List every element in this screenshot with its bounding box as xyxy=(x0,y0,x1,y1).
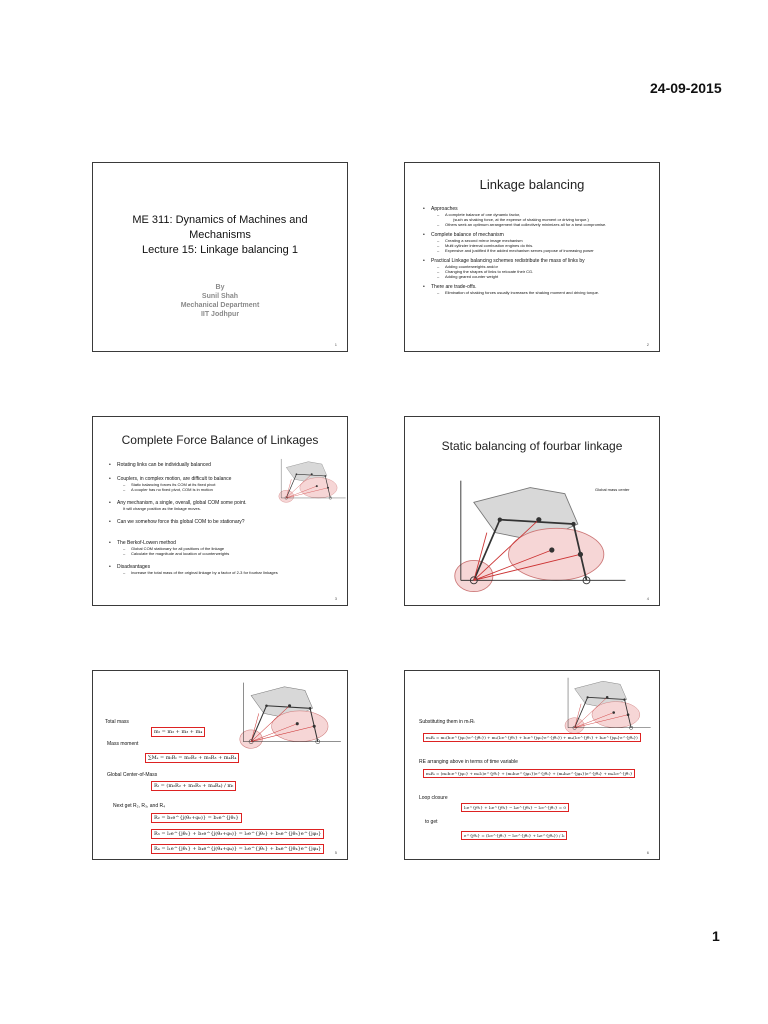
label-mass-moment: Mass moment xyxy=(107,741,139,747)
slide-number: 5 xyxy=(334,850,337,855)
equation-rearranged: mₜRₜ = (m₂b₂e^{jφ₂} + m₃l₂)e^{jθ₂} + (m₃b₃e^{jφ₃})e^{jθ₃} + (m₄b₄e^{jφ₄})e^{jθ₄} + m₄l₁e^{jθ₁} xyxy=(423,769,635,778)
slide-title xyxy=(92,162,348,352)
bullet-list-2: • The Berkof-Lowen method – Global COM stationary for all positions of the linkage – Calculate the magnitude and location of counterweights • Disadvantages – Increase the total mass of the original linkage by a factor of 2-3 for fourbar linkages xyxy=(109,535,339,575)
label-rearranging: RE arranging above in terms of time variable xyxy=(419,759,518,765)
slide-linkage-balancing xyxy=(404,162,660,352)
figure-label: Global mass center xyxy=(595,487,630,492)
equation-r4: R₄ = l₁e^{jθ₁} + b₄e^{j(θ₄+φ₄)} = l₁e^{jθ₁} + b₄e^{jθ₄}e^{jφ₄} xyxy=(151,844,324,854)
author-block: By Sunil Shah Mechanical Department IIT Jodhpur xyxy=(180,284,260,318)
slide-complete-force-balance xyxy=(92,416,348,606)
bullet-list: • Rotating links can be individually balanced • Couplers, in complex motion, are difficult to balance – Static balancing forces its COM at its fixed pivot – A coupler has no fixed pivot, COM is in motion • Any mechanism, a single, overall, global COM some point. It will change position as the linkage moves. • Can we somehow force this global COM to be stationary? xyxy=(109,457,289,525)
page-number: 1 xyxy=(712,928,720,944)
equation-theta3: e^{jθ₃} = (l₁e^{jθ₁} − l₂e^{jθ₂} + l₄e^{jθ₄}) / l₃ xyxy=(461,831,567,840)
slide-heading: Linkage balancing xyxy=(479,177,585,192)
equation-total-mass: mₜ = m₂ + m₃ + m₄ xyxy=(151,727,205,737)
label-total-mass: Total mass xyxy=(105,719,129,725)
slide-substitution xyxy=(404,670,660,860)
label-to-get: to get xyxy=(425,819,438,825)
fourbar-linkage-figure xyxy=(228,677,346,755)
equation-global-com: Rₜ = (m₂R₂ + m₃R₃ + m₄R₄) / mₜ xyxy=(151,781,236,791)
equation-r3: R₃ = l₂e^{jθ₂} + b₃e^{j(θ₃+φ₃)} = l₂e^{jθ₂} + b₃e^{jθ₃}e^{jφ₃} xyxy=(151,829,324,839)
label-next-get: Next get R₂, R₃, and R₄ xyxy=(113,803,166,809)
slide-number: 4 xyxy=(646,596,649,601)
slide-number: 1 xyxy=(334,342,337,347)
label-loop-closure: Loop closure xyxy=(419,795,448,801)
equation-loop-closure: l₂e^{jθ₂} + l₃e^{jθ₃} − l₄e^{jθ₄} − l₁e^{jθ₁} = 0 xyxy=(461,803,569,812)
slide-heading: Complete Force Balance of Linkages xyxy=(121,433,319,447)
slide-global-com xyxy=(92,670,348,860)
label-substituting: Substituting them in mₜRₜ xyxy=(419,719,476,725)
slide-static-balancing xyxy=(404,416,660,606)
equation-substituted: mₜRₜ = m₂(b₂e^{jφ₂}e^{jθ₂}) + m₃(l₂e^{jθ₂} + b₃e^{jφ₃}e^{jθ₃}) + m₄(l₁e^{jθ₁} + b₄e^{jφ₄}e^{jθ₄}) xyxy=(423,733,641,742)
equation-r2: R₂ = b₂e^{j(θ₂+φ₂)} = b₂e^{jθ₂} xyxy=(151,813,242,823)
course-title: ME 311: Dynamics of Machines and Mechanisms Lecture 15: Linkage balancing 1 xyxy=(132,214,308,256)
fourbar-linkage-figure xyxy=(555,673,655,739)
slide-number: 2 xyxy=(646,342,649,347)
equation-mass-moment: ∑Mₛ = mₜRₜ = m₂R₂ + m₃R₃ + m₄R₄ xyxy=(145,753,239,763)
page-date: 24-09-2015 xyxy=(650,80,722,96)
slide-number: 6 xyxy=(646,850,649,855)
label-global-com: Global Center-of-Mass xyxy=(107,772,158,778)
bullet-list: • Approaches – A complete balance of one dynamic factor, (such as shaking force, at the expense of shaking moment or driving torque.) – Others seek an optimum arrangement that collectively minimizes all for a best compromise. • Complete balance of mechanism – Creating a second mirror image mechanism – Multi cylinder internal combustion engines do this. – Expensive and justified if the added mechanism serves purpose of increasing power • Practical Linkage balancing schemes redistribute the mass of links by – Adding counterweights and/or – Changing the shapes of links to relocate their CG. – Adding geared counter weight • There are trade-offs. – Elimination of shaking forces usually increases the shaking moment and driving torque. xyxy=(423,201,653,295)
slide-heading: Static balancing of fourbar linkage xyxy=(441,439,623,453)
slide-number: 3 xyxy=(334,596,337,601)
